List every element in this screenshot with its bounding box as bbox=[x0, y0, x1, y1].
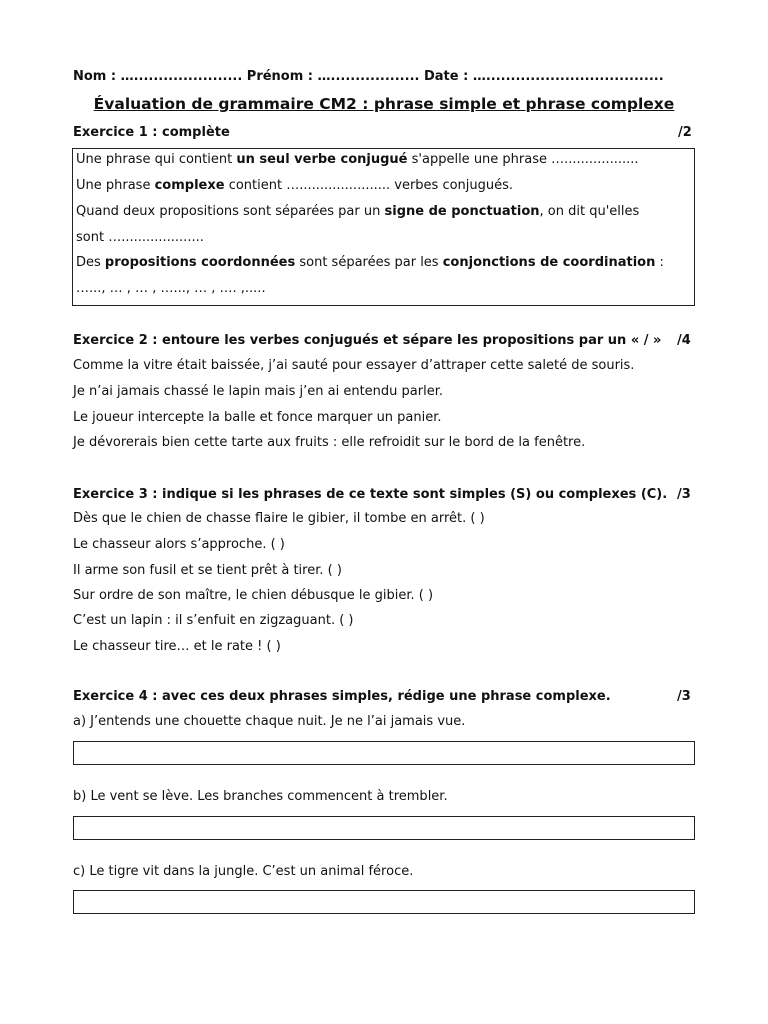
exercise-4-item-c: c) Le tigre vit dans la jungle. C’est un animal féroce. bbox=[73, 864, 414, 879]
exercise-2-sentence[interactable]: Comme la vitre était baissée, j’ai sauté pour essayer d’attraper cette saleté de souris. bbox=[73, 358, 635, 373]
answer-box-c[interactable] bbox=[73, 890, 695, 914]
student-info-line bbox=[73, 69, 664, 84]
exercise-1-line[interactable]: sont ….................... bbox=[76, 230, 204, 245]
exercise-2-sentence[interactable]: Je dévorerais bien cette tarte aux fruits : elle refroidit sur le bord de la fenêtre. bbox=[73, 435, 586, 450]
exercise-2-sentence[interactable]: Le joueur intercepte la balle et fonce marquer un panier. bbox=[73, 410, 442, 425]
exercise-1-line[interactable]: Une phrase qui contient un seul verbe conjugué s'appelle une phrase ….................. bbox=[76, 152, 639, 167]
exercise-2-sentence[interactable]: Je n’ai jamais chassé le lapin mais j’en ai entendu parler. bbox=[73, 384, 443, 399]
exercise-2-score: /4 bbox=[677, 333, 691, 348]
exercise-3-sentence[interactable]: Le chasseur alors s’approche. ( ) bbox=[73, 537, 285, 552]
date-blank[interactable]: ….................................... bbox=[472, 69, 664, 84]
prenom-blank[interactable]: ….................. bbox=[317, 69, 420, 84]
exercise-3-sentence[interactable]: Le chasseur tire… et le rate ! ( ) bbox=[73, 639, 281, 654]
answer-box-a[interactable] bbox=[73, 741, 695, 765]
exercise-2-heading: Exercice 2 : entoure les verbes conjugués et sépare les propositions par un « / » bbox=[73, 333, 662, 348]
exercise-1-line[interactable]: Des propositions coordonnées sont séparées par les conjonctions de coordination : bbox=[76, 255, 664, 270]
exercise-3-sentence[interactable]: Sur ordre de son maître, le chien débusque le gibier. ( ) bbox=[73, 588, 434, 603]
exercise-3-sentence[interactable]: C’est un lapin : il s’enfuit en zigzaguant. ( ) bbox=[73, 613, 354, 628]
exercise-4-heading: Exercice 4 : avec ces deux phrases simples, rédige une phrase complexe. bbox=[73, 689, 611, 704]
page-title: Évaluation de grammaire CM2 : phrase simple et phrase complexe bbox=[93, 95, 675, 113]
exercise-3-sentence[interactable]: Il arme son fusil et se tient prêt à tirer. ( ) bbox=[73, 563, 342, 578]
exercise-3-sentence[interactable]: Dès que le chien de chasse flaire le gibier, il tombe en arrêt. ( ) bbox=[73, 511, 485, 526]
exercise-1-line[interactable]: …..., … , … , …..., … , …. ,..... bbox=[76, 281, 266, 296]
exercise-1-line[interactable]: Quand deux propositions sont séparées par un signe de ponctuation, on dit qu'elles bbox=[76, 204, 640, 219]
answer-box-b[interactable] bbox=[73, 816, 695, 840]
nom-label: Nom : bbox=[73, 69, 121, 84]
exercise-4-item-b: b) Le vent se lève. Les branches commencent à trembler. bbox=[73, 789, 448, 804]
prenom-label: Prénom : bbox=[246, 69, 318, 84]
exercise-1-score: /2 bbox=[678, 125, 692, 140]
date-label: Date : bbox=[423, 69, 473, 84]
exercise-3-heading: Exercice 3 : indique si les phrases de ce texte sont simples (S) ou complexes (C). bbox=[73, 487, 668, 502]
exercise-3-score: /3 bbox=[677, 487, 691, 502]
exercise-1-line[interactable]: Une phrase complexe contient …...................... verbes conjugués. bbox=[76, 178, 514, 193]
exercise-4-item-a: a) J’entends une chouette chaque nuit. Je ne l’ai jamais vue. bbox=[73, 714, 466, 729]
exercise-4-score: /3 bbox=[677, 689, 691, 704]
exercise-1-heading: Exercice 1 : complète bbox=[73, 125, 230, 140]
nom-blank[interactable]: …...................... bbox=[120, 69, 243, 84]
